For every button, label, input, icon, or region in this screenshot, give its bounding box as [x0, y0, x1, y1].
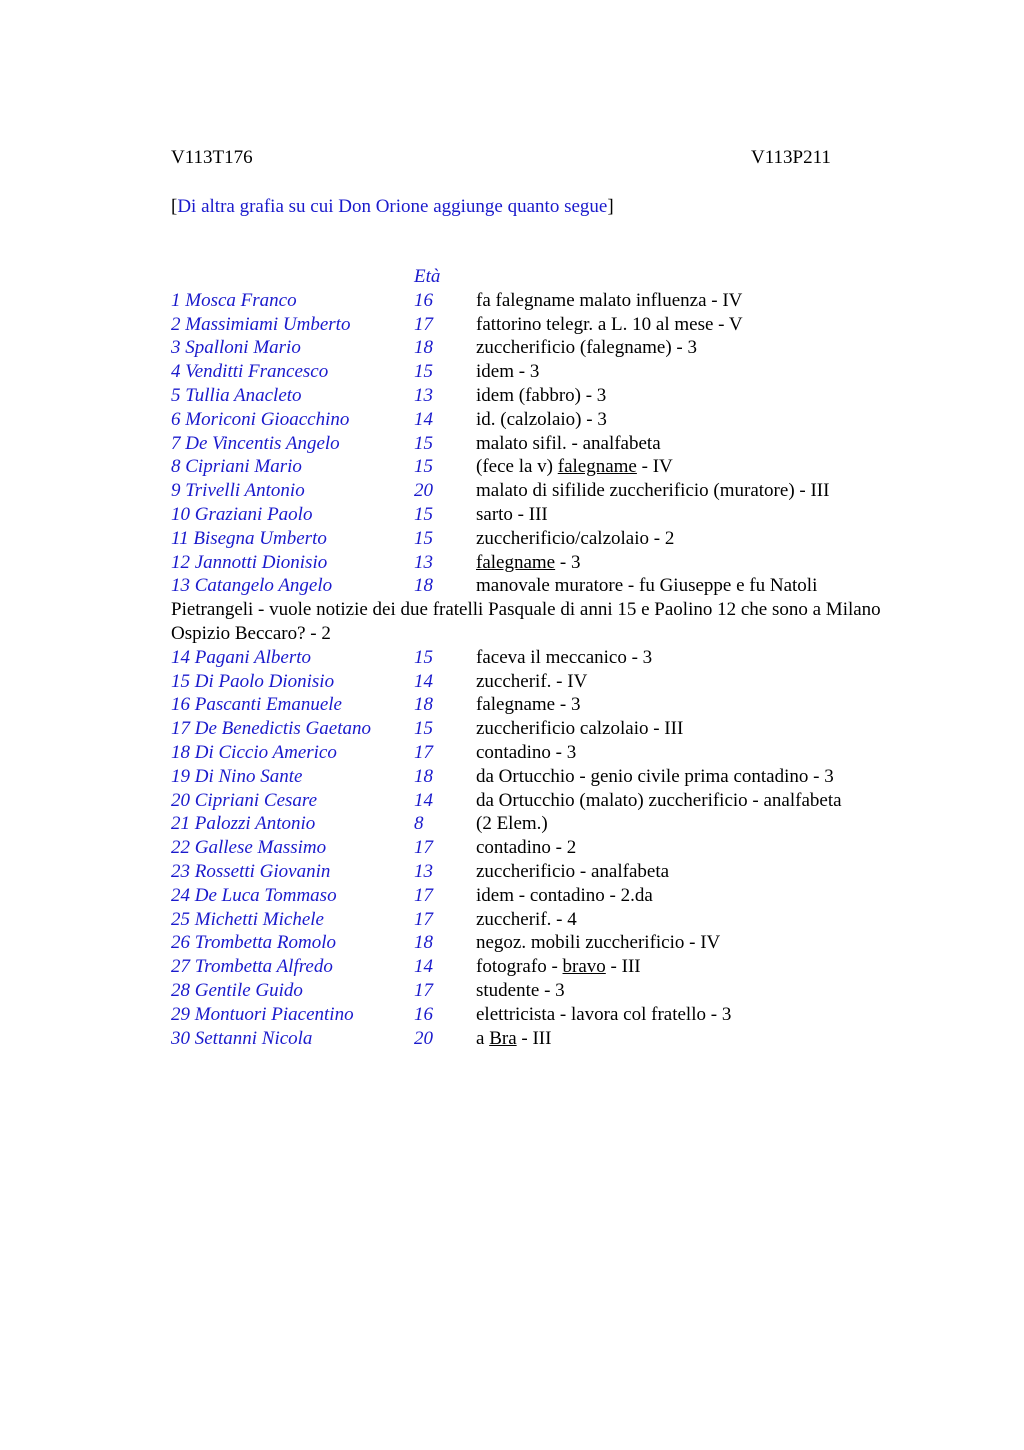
student-name: 26 Trombetta Romolo	[171, 932, 337, 954]
student-name: 14 Pagani Alberto	[171, 646, 312, 668]
table-row	[171, 646, 881, 670]
student-age: 20	[414, 480, 433, 502]
table-row	[171, 860, 881, 884]
student-notes: id. (calzolaio) - 3	[476, 408, 607, 430]
table-row	[171, 765, 881, 789]
student-age: 18	[414, 575, 433, 597]
student-age: 17	[414, 884, 433, 906]
student-name: 6 Moriconi Gioacchino	[171, 408, 350, 430]
student-notes: fa falegname malato influenza - IV	[476, 289, 743, 311]
student-name: 12 Jannotti Dionisio	[171, 551, 328, 573]
student-notes	[476, 955, 641, 979]
student-notes: elettricista - lavora col fratello - 3	[476, 1003, 732, 1025]
table-row	[171, 432, 881, 456]
underlined-word: falegname	[476, 551, 556, 573]
student-age: 15	[414, 432, 433, 454]
table-row	[171, 289, 881, 313]
document-page	[171, 146, 881, 1050]
student-notes: contadino - 2	[476, 837, 577, 859]
student-notes: zuccherif. - 4	[476, 908, 577, 930]
underlined-word: falegname	[557, 456, 637, 478]
student-name: 29 Montuori Piacentino	[171, 1003, 354, 1025]
student-age: 15	[414, 527, 433, 549]
student-age: 13	[414, 860, 433, 882]
table-row	[171, 360, 881, 384]
student-notes: (2 Elem.)	[476, 813, 548, 835]
student-age: 18	[414, 932, 433, 954]
document-codes	[171, 146, 881, 170]
student-notes: negoz. mobili zuccherificio - IV	[476, 932, 721, 954]
student-notes: da Ortucchio - genio civile prima contadino - 3	[476, 765, 834, 787]
table-row	[171, 884, 881, 908]
student-name: 24 De Luca Tommaso	[171, 884, 337, 906]
student-age: 18	[414, 765, 433, 787]
student-age: 14	[414, 408, 433, 430]
table-row	[171, 717, 881, 741]
student-name: 17 De Benedictis Gaetano	[171, 718, 371, 740]
notes-text: a	[476, 1027, 490, 1049]
student-age: 15	[414, 646, 433, 668]
notes-text: - IV	[636, 456, 673, 478]
list-header-row	[171, 265, 881, 289]
table-row	[171, 503, 881, 527]
student-name: 16 Pascanti Emanuele	[171, 694, 342, 716]
notes-text: fotografo -	[476, 956, 563, 978]
student-age: 17	[414, 908, 433, 930]
editorial-note	[171, 195, 881, 219]
student-age: 17	[414, 837, 433, 859]
notes-text: - 3	[555, 551, 581, 573]
underlined-word: Bra	[489, 1027, 517, 1049]
table-row	[171, 670, 881, 694]
table-row	[171, 955, 881, 979]
student-name: 25 Michetti Michele	[171, 908, 324, 930]
notes-text: - III	[605, 956, 641, 978]
student-name: 30 Settanni Nicola	[171, 1027, 313, 1049]
student-notes	[476, 551, 580, 575]
table-row	[171, 479, 881, 503]
table-row	[171, 931, 881, 955]
student-notes	[476, 455, 673, 479]
table-row	[171, 836, 881, 860]
table-row	[171, 812, 881, 836]
student-name: 10 Graziani Paolo	[171, 503, 313, 525]
student-notes: faceva il meccanico - 3	[476, 646, 653, 668]
student-notes: zuccherificio/calzolaio - 2	[476, 527, 675, 549]
student-age: 20	[414, 1027, 433, 1049]
student-age: 14	[414, 789, 433, 811]
table-row	[171, 1027, 881, 1051]
row-continuation: Pietrangeli - vuole notizie dei due fratelli Pasquale di anni 15 e Paolino 12 che sono a Milano Ospizio Beccaro? - 2	[171, 599, 881, 644]
table-row	[171, 789, 881, 813]
student-notes: zuccherificio calzolaio - III	[476, 718, 684, 740]
table-row	[171, 908, 881, 932]
underlined-word: bravo	[562, 956, 606, 978]
student-name: 7 De Vincentis Angelo	[171, 432, 340, 454]
student-name: 4 Venditti Francesco	[171, 361, 329, 383]
student-name: 1 Mosca Franco	[171, 289, 297, 311]
student-name: 9 Trivelli Antonio	[171, 480, 305, 502]
age-column-header: Età	[414, 266, 441, 287]
note-text: Di altra grafia su cui Don Orione aggiunge quanto segue	[177, 196, 608, 217]
table-row	[171, 1003, 881, 1027]
table-row	[171, 384, 881, 408]
table-row	[171, 979, 881, 1003]
student-name: 3 Spalloni Mario	[171, 337, 301, 359]
student-name: 5 Tullia Anacleto	[171, 384, 302, 406]
student-notes: idem - 3	[476, 361, 540, 383]
student-age: 17	[414, 741, 433, 763]
table-row	[171, 455, 881, 479]
student-notes: fattorino telegr. a L. 10 al mese - V	[476, 313, 743, 335]
student-notes: studente - 3	[476, 979, 565, 1001]
notes-text: (fece la v)	[476, 456, 558, 478]
student-name: 21 Palozzi Antonio	[171, 813, 316, 835]
note-open-bracket: [	[171, 196, 178, 217]
student-age: 13	[414, 384, 433, 406]
table-row	[171, 527, 881, 551]
student-name: 27 Trombetta Alfredo	[171, 956, 333, 978]
student-name: 23 Rossetti Giovanin	[171, 860, 331, 882]
student-name: 18 Di Ciccio Americo	[171, 741, 337, 763]
student-age: 17	[414, 313, 433, 335]
student-name: 19 Di Nino Sante	[171, 765, 303, 787]
student-age: 15	[414, 456, 433, 478]
student-list	[171, 265, 881, 1050]
student-age: 8	[414, 813, 424, 835]
student-notes: zuccherif. - IV	[476, 670, 588, 692]
student-notes: sarto - III	[476, 503, 548, 525]
student-age: 14	[414, 956, 433, 978]
note-close-bracket: ]	[607, 196, 614, 217]
student-notes: idem (fabbro) - 3	[476, 384, 607, 406]
student-name: 8 Cipriani Mario	[171, 456, 302, 478]
student-name: 20 Cipriani Cesare	[171, 789, 318, 811]
student-age: 18	[414, 694, 433, 716]
student-name: 11 Bisegna Umberto	[171, 527, 327, 549]
student-age: 14	[414, 670, 433, 692]
table-row	[171, 336, 881, 360]
student-notes	[476, 1027, 551, 1051]
student-notes: zuccherificio (falegname) - 3	[476, 337, 698, 359]
student-name: 28 Gentile Guido	[171, 979, 303, 1001]
student-notes: malato di sifilide zuccherificio (muratore) - III	[476, 480, 830, 502]
student-age: 15	[414, 361, 433, 383]
table-row	[171, 551, 881, 575]
table-row	[171, 693, 881, 717]
table-row	[171, 313, 881, 337]
student-age: 17	[414, 979, 433, 1001]
student-notes: idem - contadino - 2.da	[476, 884, 653, 906]
table-row	[171, 574, 881, 598]
student-name: 2 Massimiami Umberto	[171, 313, 351, 335]
code-right: V113P211	[751, 147, 831, 168]
student-age: 15	[414, 503, 433, 525]
student-age: 13	[414, 551, 433, 573]
student-name: 13 Catangelo Angelo	[171, 575, 333, 597]
student-age: 16	[414, 1003, 433, 1025]
table-row	[171, 741, 881, 765]
student-notes: falegname - 3	[476, 694, 581, 716]
student-notes: da Ortucchio (malato) zuccherificio - analfabeta	[476, 789, 842, 811]
student-age: 15	[414, 718, 433, 740]
student-notes: manovale muratore - fu Giuseppe e fu Natoli	[476, 575, 818, 597]
notes-text: - III	[516, 1027, 552, 1049]
student-age: 18	[414, 337, 433, 359]
table-row	[171, 408, 881, 432]
student-notes: zuccherificio - analfabeta	[476, 860, 670, 882]
code-left: V113T176	[171, 147, 253, 168]
student-notes: contadino - 3	[476, 741, 577, 763]
student-name: 22 Gallese Massimo	[171, 837, 327, 859]
student-name: 15 Di Paolo Dionisio	[171, 670, 335, 692]
student-notes: malato sifil. - analfabeta	[476, 432, 661, 454]
student-age: 16	[414, 289, 433, 311]
